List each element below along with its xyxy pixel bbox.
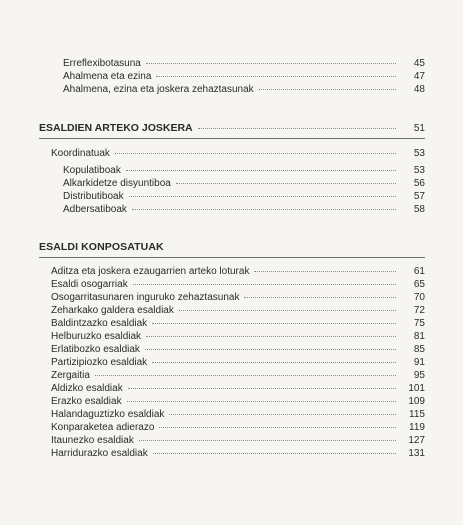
entry-page: 56 (413, 178, 425, 189)
toc-entry (63, 58, 425, 70)
entry-label: Erazko esaldiak (51, 396, 122, 407)
entry-label: Halandaguztizko esaldiak (51, 409, 165, 420)
section-page: 51 (413, 123, 425, 134)
entry-page: 70 (413, 292, 425, 303)
toc-entry (51, 396, 425, 408)
entry-page: 75 (413, 318, 425, 329)
entry-label: Koordinatuak (51, 148, 110, 159)
entry-label: Harridurazko esaldiak (51, 448, 148, 459)
dot-leader (254, 271, 396, 272)
section-heading: ESALDIEN ARTEKO JOSKERA (39, 122, 193, 134)
entry-label: Aditza eta joskera ezaugarrien arteko loturak (51, 266, 250, 277)
entry-page: 81 (413, 331, 425, 342)
dot-leader (146, 63, 396, 64)
dot-leader (95, 375, 396, 376)
entry-page: 57 (413, 191, 425, 202)
entry-page: 101 (408, 383, 425, 394)
entry-page: 58 (413, 204, 425, 215)
dot-leader (244, 297, 396, 298)
entry-page: 61 (413, 266, 425, 277)
dot-leader (139, 440, 396, 441)
toc-entry (51, 344, 425, 356)
entry-page: 53 (413, 165, 425, 176)
entry-label: Erreflexibotasuna (63, 58, 141, 69)
entry-label: Konparaketea adierazo (51, 422, 155, 433)
dot-leader (133, 284, 396, 285)
toc-entry (63, 204, 425, 216)
toc-entry (63, 165, 425, 177)
entry-page: 85 (413, 344, 425, 355)
entry-page: 72 (413, 305, 425, 316)
section-heading-row (39, 122, 425, 135)
toc-entry (51, 266, 425, 278)
dot-leader (126, 170, 396, 171)
dot-leader (156, 76, 396, 77)
entry-label: Zeharkako galdera esaldiak (51, 305, 174, 316)
entry-label: Osogarritasunaren inguruko zehaztasunak (51, 292, 240, 303)
entry-label: Itaunezko esaldiak (51, 435, 134, 446)
entry-label: Esaldi osogarriak (51, 279, 128, 290)
entry-page: 115 (409, 409, 425, 420)
toc-entry (63, 71, 425, 83)
toc-entry (51, 448, 425, 460)
entry-label: Helburuzko esaldiak (51, 331, 142, 342)
toc-entry (51, 370, 425, 382)
toc-entry (51, 422, 425, 434)
toc-entry (63, 178, 425, 190)
dot-leader (179, 310, 396, 311)
entry-page: 95 (413, 370, 425, 381)
entry-label: Ahalmena, ezina eta joskera zehaztasunak (63, 84, 254, 95)
entry-page: 45 (413, 58, 425, 69)
dot-leader (152, 323, 396, 324)
entry-label: Alkarkidetze disyuntiboa (63, 178, 171, 189)
dot-leader (198, 128, 396, 129)
toc-entry (51, 383, 425, 395)
entry-page: 53 (413, 148, 425, 159)
entry-page: 119 (409, 422, 425, 433)
entry-page: 127 (408, 435, 425, 446)
entry-label: Adbersatiboak (63, 204, 127, 215)
section-rule (39, 138, 425, 139)
entry-label: Baldintzazko esaldiak (51, 318, 148, 329)
dot-leader (132, 209, 396, 210)
dot-leader (129, 196, 396, 197)
dot-leader (145, 349, 396, 350)
toc-entry (51, 409, 425, 421)
dot-leader (152, 362, 396, 363)
entry-label: Kopulatiboak (63, 165, 121, 176)
dot-leader (127, 401, 396, 402)
entry-page: 65 (413, 279, 425, 290)
entry-label: Erlatibozko esaldiak (51, 344, 140, 355)
toc-entry (51, 279, 425, 291)
toc-entry (51, 331, 425, 343)
toc-entry (51, 357, 425, 369)
dot-leader (176, 183, 396, 184)
toc-entry (63, 84, 425, 96)
dot-leader (159, 427, 396, 428)
dot-leader (153, 453, 396, 454)
toc-entry (51, 318, 425, 330)
dot-leader (128, 388, 396, 389)
toc-subheading (51, 148, 425, 160)
toc-entry (51, 305, 425, 317)
dot-leader (169, 414, 396, 415)
dot-leader (259, 89, 396, 90)
entry-label: Zergaitia (51, 370, 90, 381)
toc-entry (51, 435, 425, 447)
entry-page: 91 (413, 357, 425, 368)
entry-page: 48 (413, 84, 425, 95)
dot-leader (146, 336, 396, 337)
entry-page: 109 (408, 396, 425, 407)
entry-label: Distributiboak (63, 191, 124, 202)
entry-label: Ahalmena eta ezina (63, 71, 152, 82)
section-heading: ESALDI KONPOSATUAK (39, 241, 164, 253)
entry-label: Partizipiozko esaldiak (51, 357, 148, 368)
entry-page: 131 (408, 448, 425, 459)
toc-entry (63, 191, 425, 203)
entry-page: 47 (413, 71, 425, 82)
entry-label: Aldizko esaldiak (51, 383, 123, 394)
toc-entry (51, 292, 425, 304)
dot-leader (115, 153, 396, 154)
section-rule (39, 257, 425, 258)
